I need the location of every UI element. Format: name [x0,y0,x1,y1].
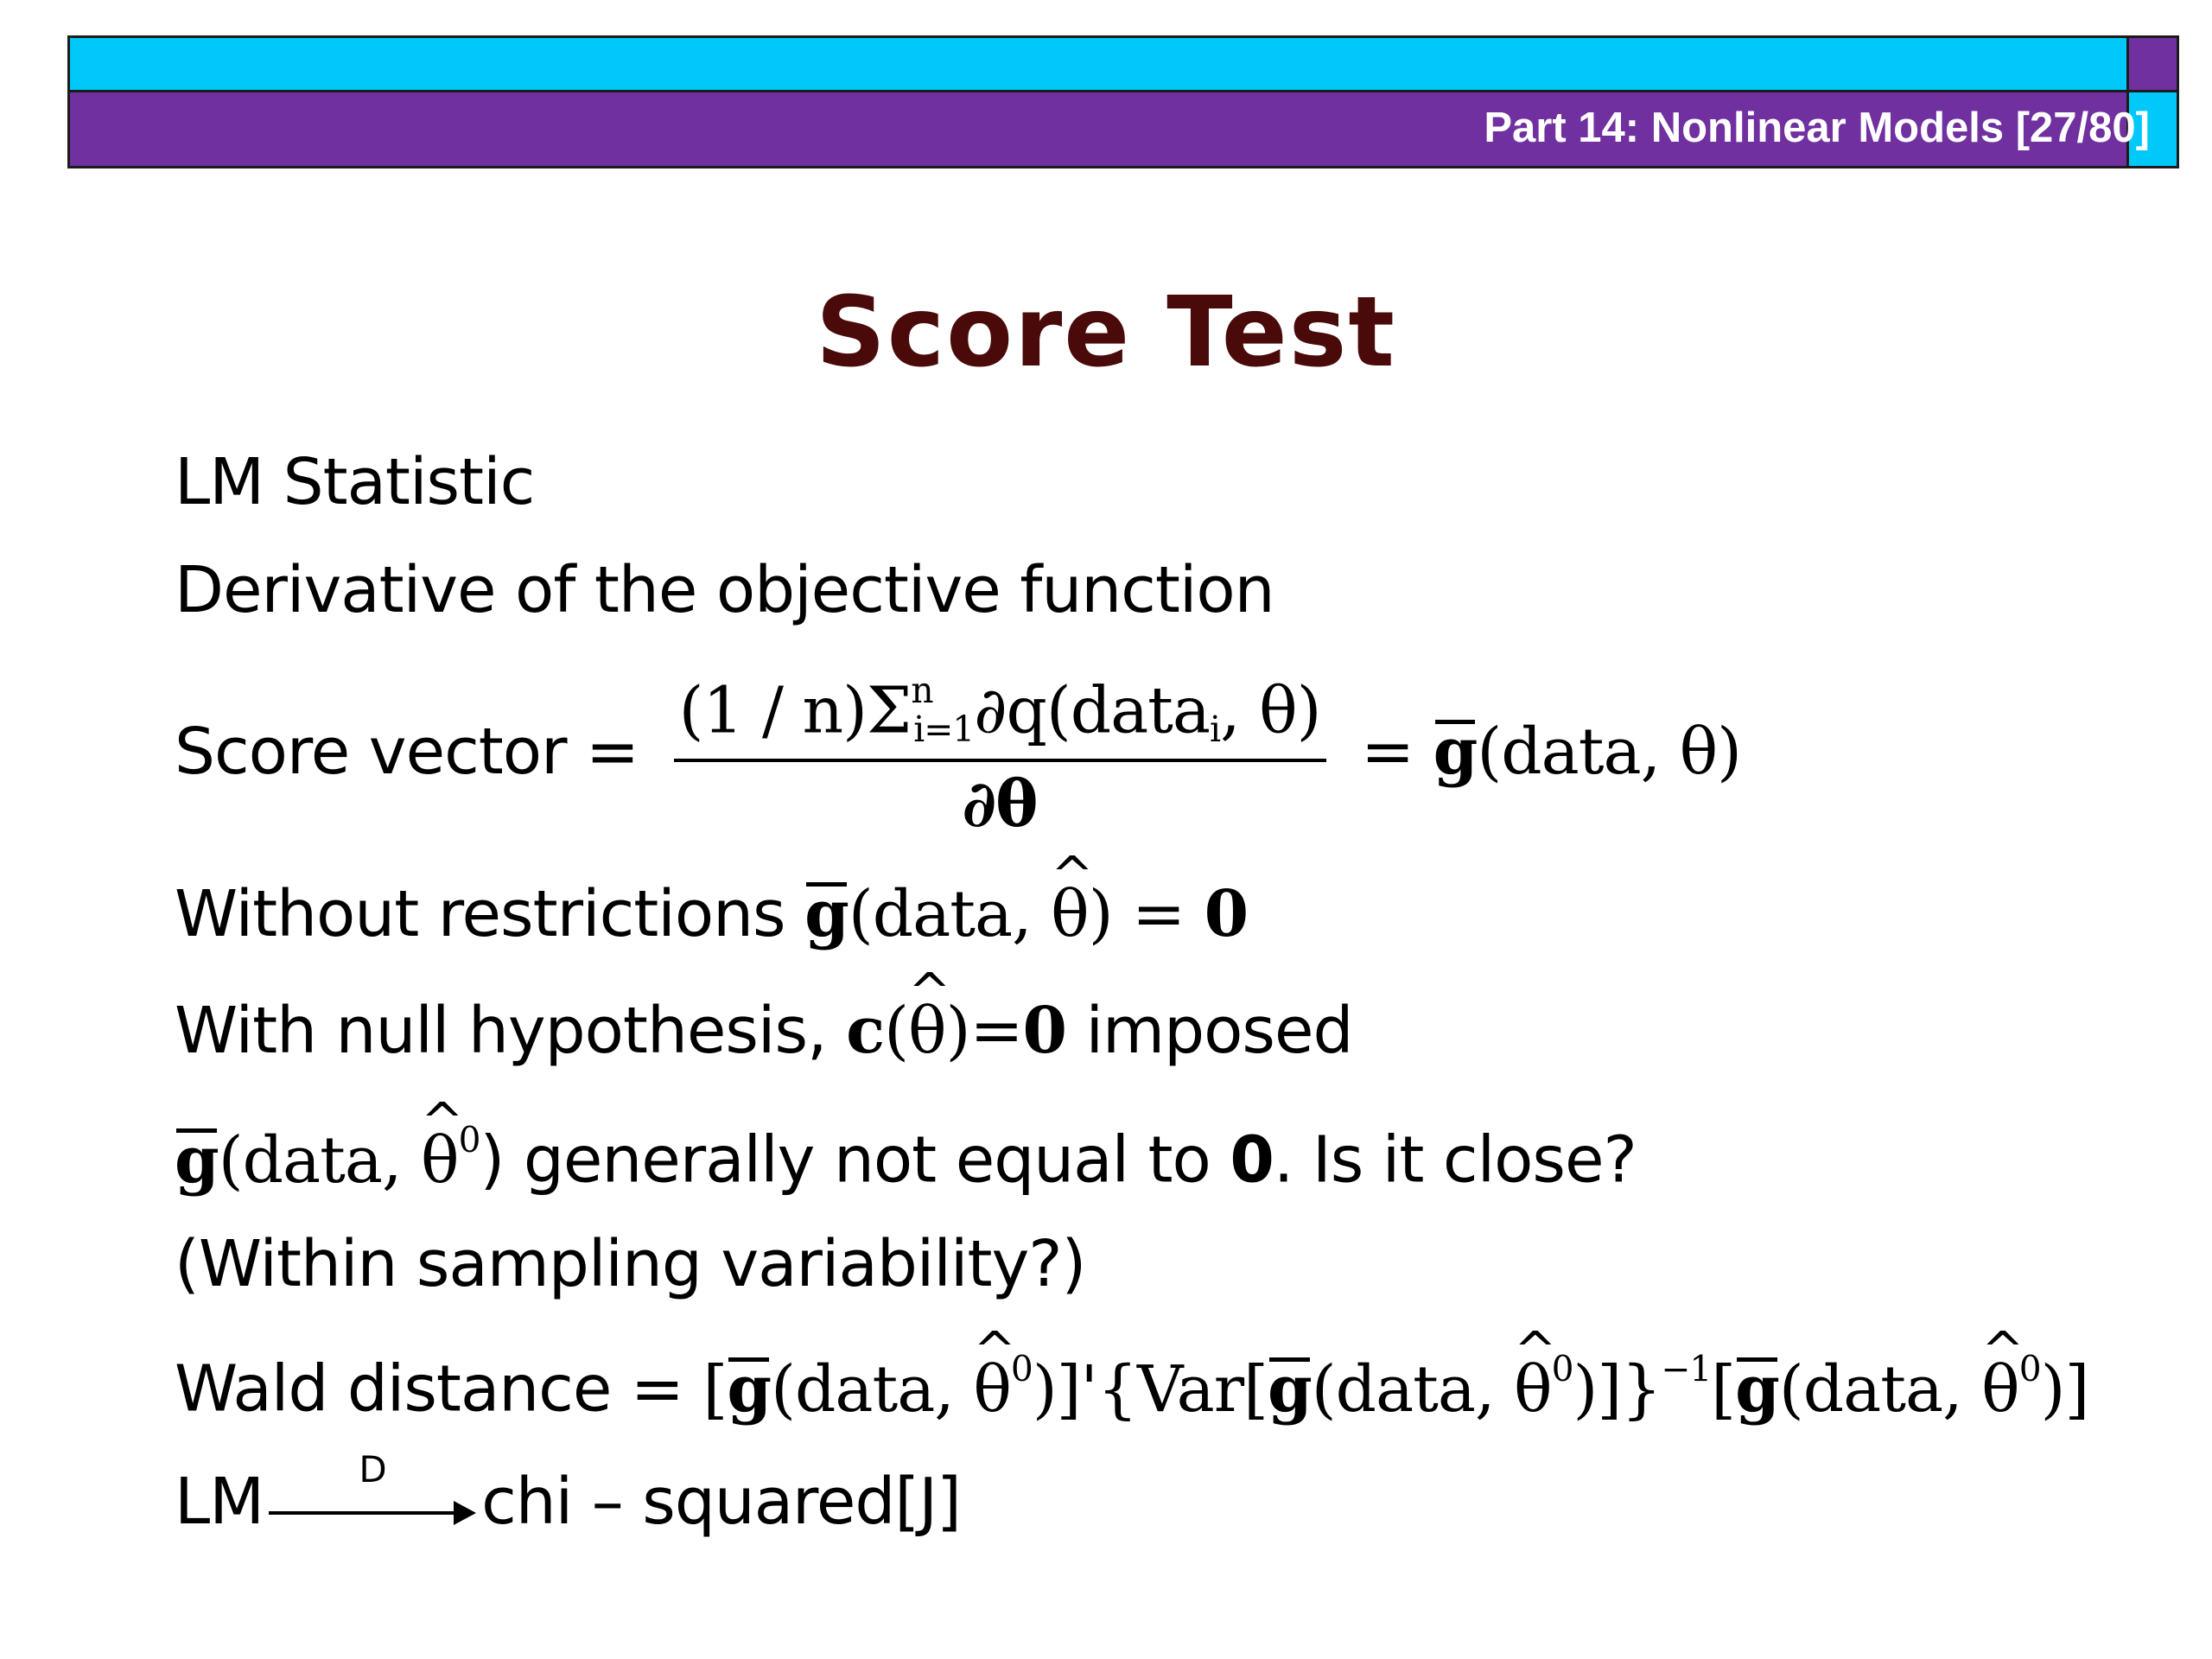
lm-convergence-lhs: LM [175,1465,264,1539]
header-text: Part 14: Nonlinear Models [27/80] [1484,105,2150,151]
slide-title: Score Test [816,276,1396,389]
score-vector-label: Score vector = [175,714,639,789]
lm-convergence-rhs: chi – squared[J] [481,1465,961,1539]
score-fraction-denominator: ∂θ [962,766,1038,842]
score-fraction-numerator: $(1 / n)\Sigma^n_{i=1}\partial q(data_i$, θ) [674,670,1326,762]
convergence-arrow-label: D [359,1448,386,1491]
line-lm-convergence [175,1448,961,1539]
header-corner-purple [2126,38,2177,92]
line-lm-statistic: LM Statistic [175,445,535,519]
not-equal-suffix: . Is it close? [1273,1122,1637,1198]
score-vector-equals: = [1361,714,1414,789]
wald-distance-label: Wald distance = [175,1351,683,1427]
line-not-equal [175,1119,1637,1198]
line-score-vector [175,670,1741,842]
wald-distance-formula: [g(data, ^ $\theta^0)]'\{Var[g(data$, ^ $\theta^0)]\}^{-1}[g(data$, ^ $\theta^0$)] [702,1352,2088,1427]
score-vector-rhs: g(data, θ) [1433,714,1742,789]
without-restrictions-formula: g(data, ^ θ) = 0 [804,877,1248,951]
line-sampling-variability: (Within sampling variability?) [175,1227,1086,1301]
without-restrictions-label: Without restrictions [175,877,785,951]
line-without-restrictions [175,877,1248,951]
header-cyan-band [70,38,2126,92]
null-hypothesis-formula: c(^ θ)=0 [846,994,1066,1068]
convergence-arrow [269,1448,476,1522]
line-wald-distance [175,1348,2088,1427]
score-fraction [674,670,1326,842]
null-hypothesis-label: With null hypothesis, [175,994,827,1068]
not-equal-zero: 0 [1230,1122,1274,1198]
not-equal-formula: g(data, ^ $\theta^0$ [175,1123,480,1198]
null-hypothesis-suffix: imposed [1085,994,1353,1068]
line-derivative: Derivative of the objective function [175,553,1274,627]
not-equal-middle: ) generally not equal to [480,1122,1211,1198]
line-null-hypothesis [175,994,1352,1068]
